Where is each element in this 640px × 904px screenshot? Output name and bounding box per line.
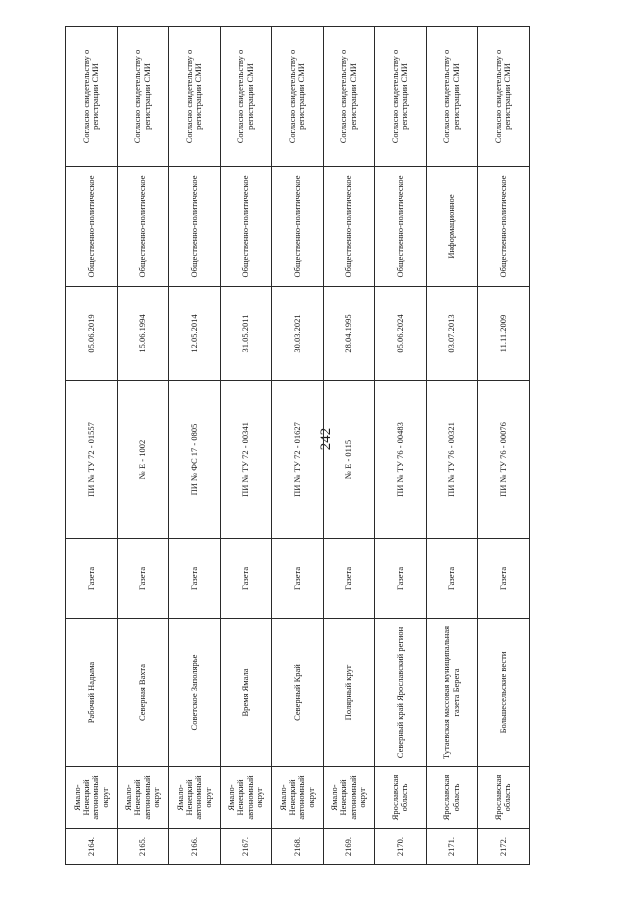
registration-number-cell: ПИ № ТУ 72 - 00341 [220, 381, 272, 539]
media-form-cell: Газета [478, 539, 530, 619]
registration-date-cell: 31.05.2011 [220, 287, 272, 381]
media-title-cell: Полярный круг [323, 619, 375, 767]
region-cell: Ямало-Ненецкий автономный округ [169, 767, 221, 829]
media-form-cell: Газета [117, 539, 169, 619]
specialization-cell: Информационное [426, 167, 478, 287]
row-number: 2165. [117, 829, 169, 865]
specialization-cell: Общественно-политическое [272, 167, 324, 287]
registration-number-cell: № Е - 1002 [117, 381, 169, 539]
specialization-cell: Общественно-политическое [375, 167, 427, 287]
row-number: 2170. [375, 829, 427, 865]
registration-number-cell: ПИ № ТУ 76 - 00321 [426, 381, 478, 539]
registration-number-cell: ПИ № ТУ 72 - 01627 [272, 381, 324, 539]
media-title-cell: Северная Вахта [117, 619, 169, 767]
region-cell: Ямало-Ненецкий автономный округ [272, 767, 324, 829]
region-cell: Ярославская область [478, 767, 530, 829]
row-number: 2169. [323, 829, 375, 865]
media-title-cell: Рабочий Надыма [66, 619, 118, 767]
media-form-cell: Газета [220, 539, 272, 619]
specialization-cell: Общественно-политическое [220, 167, 272, 287]
media-title-cell: Большесельские вести [478, 619, 530, 767]
registration-date-cell: 15.06.1994 [117, 287, 169, 381]
territory-cell: Согласно свидетельству о регистрации СМИ [169, 27, 221, 167]
region-cell: Ямало-Ненецкий автономный округ [220, 767, 272, 829]
media-title-cell: Советское Заполярье [169, 619, 221, 767]
media-registry-table [65, 26, 530, 865]
media-form-cell: Газета [426, 539, 478, 619]
row-number: 2171. [426, 829, 478, 865]
media-title-cell: Время Ямала [220, 619, 272, 767]
specialization-cell: Общественно-политическое [478, 167, 530, 287]
row-number: 2172. [478, 829, 530, 865]
specialization-cell: Общественно-политическое [323, 167, 375, 287]
territory-cell: Согласно свидетельству о регистрации СМИ [220, 27, 272, 167]
table-row [478, 27, 530, 865]
registration-number-cell: ПИ № ТУ 76 - 00483 [375, 381, 427, 539]
registry-table-wrap [65, 27, 529, 865]
region-cell: Ямало-Ненецкий автономный округ [117, 767, 169, 829]
table-row [169, 27, 221, 865]
specialization-cell: Общественно-политическое [169, 167, 221, 287]
row-number: 2164. [66, 829, 118, 865]
registration-date-cell: 05.06.2019 [66, 287, 118, 381]
row-number: 2166. [169, 829, 221, 865]
table-row [426, 27, 478, 865]
table-row [117, 27, 169, 865]
registration-date-cell: 05.06.2024 [375, 287, 427, 381]
table-row [220, 27, 272, 865]
media-form-cell: Газета [272, 539, 324, 619]
region-cell: Ямало-Ненецкий автономный округ [323, 767, 375, 829]
territory-cell: Согласно свидетельству о регистрации СМИ [478, 27, 530, 167]
registration-number-cell: ПИ № ТУ 72 - 01557 [66, 381, 118, 539]
media-title-cell: Северный край Ярославский регион [375, 619, 427, 767]
registration-number-cell: ПИ № ФС 17 - 0805 [169, 381, 221, 539]
media-title-cell: Северный Край [272, 619, 324, 767]
page-number: 242 [318, 427, 334, 451]
region-cell: Ярославская область [426, 767, 478, 829]
registration-date-cell: 03.07.2013 [426, 287, 478, 381]
row-number: 2167. [220, 829, 272, 865]
region-cell: Ямало-Ненецкий автономный округ [66, 767, 118, 829]
media-form-cell: Газета [66, 539, 118, 619]
table-row [66, 27, 118, 865]
registration-date-cell: 11.11.2009 [478, 287, 530, 381]
registration-number-cell: ПИ № ТУ 76 - 00076 [478, 381, 530, 539]
region-cell: Ярославская область [375, 767, 427, 829]
territory-cell: Согласно свидетельству о регистрации СМИ [66, 27, 118, 167]
table-row [375, 27, 427, 865]
media-form-cell: Газета [375, 539, 427, 619]
registration-number-cell: № Е - 0115 [323, 381, 375, 539]
registration-date-cell: 28.04.1995 [323, 287, 375, 381]
territory-cell: Согласно свидетельству о регистрации СМИ [272, 27, 324, 167]
table-row [272, 27, 324, 865]
registration-date-cell: 30.03.2021 [272, 287, 324, 381]
row-number: 2168. [272, 829, 324, 865]
territory-cell: Согласно свидетельству о регистрации СМИ [323, 27, 375, 167]
media-form-cell: Газета [323, 539, 375, 619]
table-row [323, 27, 375, 865]
media-title-cell: Тутаевская массовая муниципальная газета Берега [426, 619, 478, 767]
territory-cell: Согласно свидетельству о регистрации СМИ [375, 27, 427, 167]
territory-cell: Согласно свидетельству о регистрации СМИ [426, 27, 478, 167]
specialization-cell: Общественно-политическое [66, 167, 118, 287]
media-form-cell: Газета [169, 539, 221, 619]
registration-date-cell: 12.05.2014 [169, 287, 221, 381]
territory-cell: Согласно свидетельству о регистрации СМИ [117, 27, 169, 167]
specialization-cell: Общественно-политическое [117, 167, 169, 287]
